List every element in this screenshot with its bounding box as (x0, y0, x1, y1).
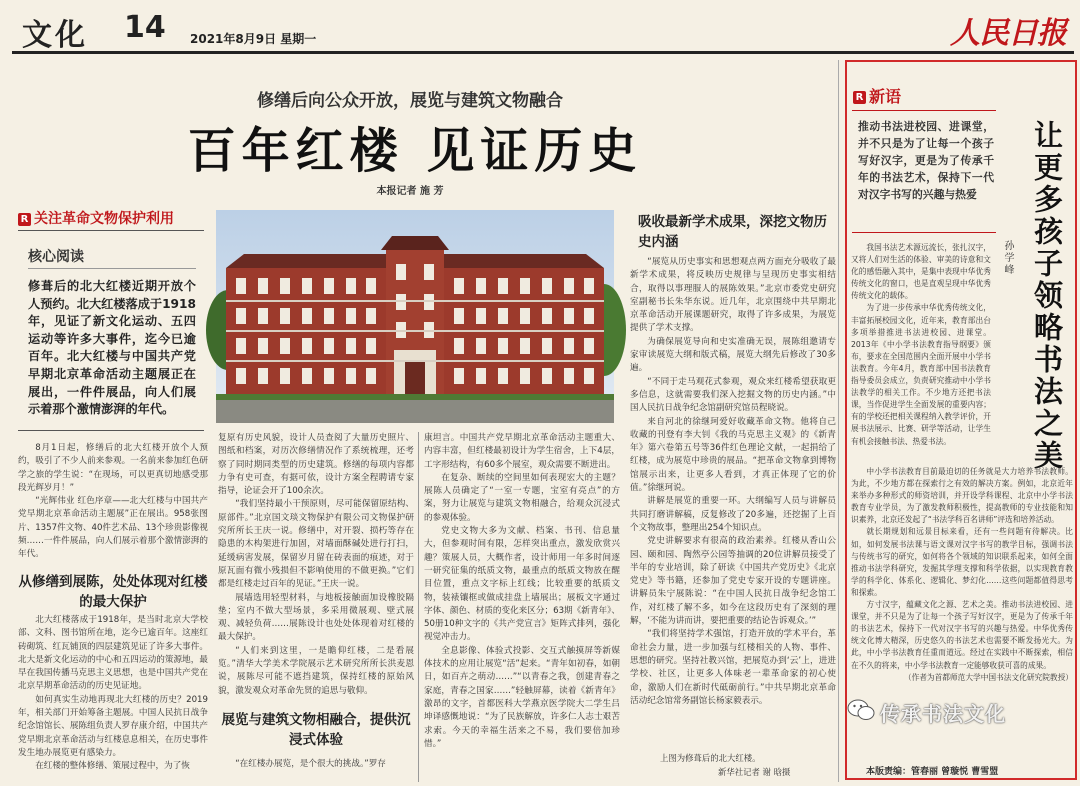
headline: 百年红楼 见证历史 (187, 123, 643, 179)
paragraph: “不同于走马观花式参观，观众来红楼希望获取更多信息，这就需要我们深入挖掘文物的历史内涵。”中国人民抗日战争纪念馆副研究馆员程晓说。 (630, 376, 836, 414)
photo-credit: 新华社记者 谢 晗摄 (718, 767, 791, 777)
core-reading-label: 核心阅读 (28, 249, 84, 265)
paragraph: （作者为首都师范大学中国书法文化研究院教授） (903, 672, 1073, 682)
paragraph: 就长期规划和远景目标来看，还有一些问题有待解决。比如，如何发展书法课与语文课对汉字书写的教学目标，强调书法与传统书写的研究，如何将各个领域的知识联系起来，如何全面推动书法学科研究，发掘其学理支撑和科学依据，以实现教育教学的科学化、体系化、逻辑化、梦幻化……这些问题都值得思考和探索。 (851, 527, 1073, 597)
middle-body-3 (424, 432, 620, 782)
paragraph: 在复杂、断续的空间里如何表现宏大的主题？展陈人员确定了“一室一专题，宝室有亮点”的方案，努力让展览与建筑文物相融合，给观众沉浸式的参观体验。 (424, 472, 620, 523)
section-name: 文化 (22, 18, 88, 53)
watermark-text: 传承书法文化 (880, 702, 1006, 726)
commentary-label-text: 新语 (869, 87, 902, 106)
paragraph: “展览从历史事实和思想观点两方面充分吸收了最新学术成果，将反映历史规律与呈现历史事实相结合，取得以事理服人的展陈效果。”北京市委党史研究室副秘书长朱华东说。近几年，北京围绕中共早期北京革命活动开展课题研究，取得了许多成果，为展览提供了学术支撑。 (630, 257, 836, 334)
subhead-3: 吸收最新学术成果，深挖文物历史内涵 (638, 214, 827, 250)
red-building-illustration (216, 210, 614, 423)
newspaper-logo: 人民日报 (950, 16, 1066, 51)
red-building-photo (216, 210, 614, 423)
left-body-2 (18, 614, 208, 782)
r-logo-icon: R (853, 91, 866, 104)
paragraph: 讲解是展览的重要一环。大纲编写人员与讲解员共同打磨讲解稿，反复修改了20多遍，还挖掘了上百个文物故事，整理出254个知识点。 (630, 496, 836, 533)
commentary-body-1 (851, 242, 991, 448)
right-body (630, 256, 836, 746)
paragraph: 展墙选用轻型材料，与地板接触面加设橡胶隔垫；室内不做大型场景，多采用微展观、壁式展观、减轻负荷……展陈设计也处处体现着对红楼的最大保护。 (218, 592, 414, 643)
paragraph: 党史讲解要求有很高的政治素养。红楼从香山公园、颐和园、陶然亭公园等抽调的20位讲解员接受了半年的专业培训，除了研读《中国共产党历史》《北京党史》等书籍，还参加了党史专家开设的专题讲座。讲解员朱宁展陈说：“在中国人民抗日战争纪念馆工作，对红楼了解不多，如今在这段历史有了深刻的理解，‘不能为讲而讲，要把重要的结论告诉观众。’” (630, 536, 836, 627)
subhead-2: 展览与建筑文物相融合，提供沉浸式体验 (221, 712, 411, 748)
core-reading-rule (28, 268, 196, 269)
paragraph: “我们将坚持学术强馆，打造开放的学术平台，革命社会力量，进一步加强与红楼相关的人物、事件、思想的研究。坚持社教兴馆，把展览办到‘云’上，进进学校、社区，让更多人体味老一辈革命家的初心使命，激励人们在新时代砥砺前行。”中共早期北京革命活动纪念馆常务副馆长杨家毅表示。 (630, 629, 836, 706)
commentary-lead-rule (852, 232, 996, 233)
paragraph: 复原有历史风貌，设计人员查阅了大量历史照片、图纸和档案，对历次修缮情况作了系统梳理，还考察了同时期同类型的历史建筑。修缮的每项内容都力争有史可查，有据可依，设计方案全程聘请专家指导，论证会开了100余次。 (218, 433, 414, 497)
core-reading-text: 修葺后的北大红楼近期开放个人预约。北大红楼落成于1918年，见证了新文化运动、五四运动等许多大事件，迄今已逾百年。北大红楼与中国共产党早期北京革命活动主题展正在展出，一件件展品，向人们展示着那个激情澎湃的年代。 (28, 279, 196, 417)
left-body-1 (18, 442, 208, 560)
column-separator (418, 432, 419, 782)
sidebar-separator (838, 60, 839, 782)
commentary-label (853, 84, 901, 107)
paragraph: 全息影像、体验式投影、交互式触摸屏等新媒体技术的应用让展览“活”起来。“青年如初春，如朝日，如百卉之萌动……”“以青春之我，创建青春之家庭，青春之国家……”轻触屏幕，读着《新青年》激昂的文字，首都医科大学燕京医学院大二学生吕坤译感慨地说：“为了民族解放，许多仁人志士艰苦求索。今天的幸福生活来之不易，我们要倍加珍惜。” (424, 645, 620, 749)
headline-kicker: 修缮后向公众开放，展览与建筑文物融合 (257, 91, 563, 111)
masthead (12, 8, 1074, 54)
r-logo-icon: R (18, 213, 31, 226)
commentary-author: 孙学峰 (1002, 240, 1013, 276)
paragraph: 8月1日起，修缮后的北大红楼开放个人预约，吸引了不少人前来参观。一名前来参加红色研学之旅的学生说：“在现场，可以更真切地感受那段光辉岁月！” (18, 443, 208, 493)
paragraph: 党史文物大多为文献、档案、书刊、信息量大，但参观时间有限，怎样突出重点，激发欣赏兴趣？策展人员，大概作者，设计师用一年多时间逐一研究征集的纸质文物，最重点的纸质文物放在醒目位置，重点文字标上红线；比较重要的纸质文物，装裱镶框或做成挂盘上墙展出；展板文字通过字体、颜色、材质的变化来区分；63期《新青年》、50册10种文字的《共产党宣言》矩阵式排列，强化视觉冲击力。 (424, 526, 620, 643)
commentary-lead: 推动书法进校园、进课堂，并不只是为了让每一个孩子写好汉字，更是为了传承千年的书法艺术，保持下一代对汉字书写的兴趣与热爱 (858, 120, 994, 201)
photo-caption: 上图为修葺后的北大红楼。 (660, 753, 761, 763)
wechat-icon (846, 698, 876, 722)
paragraph: 为确保展览导向和史实准确无误，展陈组邀请专家审读展览大纲和版式稿，展览大纲先后修改了30多遍。 (630, 336, 836, 374)
paragraph: 中小学书法教育目前最迫切的任务就是大力培养书法教师。为此，不少地方都在探索行之有效的解决方案。例如，北京近年来举办多种形式的师资培训，并开设学科课程、北京中小学书法教育专业学员，为了激发教师积极性，提高教师的专业技能和知识素养，北京还发起了“书法学科百名讲师”评选和培养活动。 (851, 467, 1073, 525)
paragraph: 我国书法艺术源远流长，张扎汉字，又将人们对生活的体验、审美的诗意和文化的感悟融入其中，是集中表现中华优秀传统文化的窗口，也是直观呈现中华优秀传统文化的载体。 (851, 243, 991, 301)
paragraph: “我们坚持最小干预原则，尽可能保留原结构、原部件。”北京国文琰文物保护有限公司文物保护研究所所长王庆一说。修缮中，对开裂、损朽等存在隐患的木构架进行加固，对墙面酥碱处进行打扫，延缓病害发展，保留岁月留在砖表面的痕迹，对于原瓦面有微小残损但不影响使用的不做更换。”它们都是红楼走过百年的见证。”王庆一说。 (218, 499, 414, 590)
paragraph: 北大红楼落成于1918年，是当时北京大学校部、文科、图书馆所在地，迄今已逾百年。这座红砖砌筑、红瓦铺顶的四层建筑见证了许多大事件。北大是新文化运动的中心和五四运动的策源地，最早在我国传播马克思主义思想，也是中国共产党在北京早期革命活动的历史见证地。 (18, 615, 208, 692)
column-title (18, 208, 174, 228)
commentary-title: 让更多孩子领略书法之美 (1030, 120, 1064, 472)
paragraph: 来自河北的徐继珂爱好收藏革命文物。他将自己收藏的刊登有李大钊《我的马克思主义观》的《新青年》第六卷第五号等36件红色理论文献，一起捐给了红楼，成为展览中珍贵的展品。“把革命文物拿到博物馆展示出来，让更多人看到，才真正体现了它的价值。”徐继珂说。 (630, 416, 836, 494)
paragraph: 在红楼的整体修缮、策展过程中，为了恢 (35, 761, 190, 772)
column-rule (18, 230, 204, 231)
issue-date: 2021年8月9日 星期一 (190, 32, 317, 46)
column-title-text: 关注革命文物保护利用 (34, 211, 174, 227)
paragraph: “人们来到这里，一是瞻仰红楼，二是看展览。”清华大学美术学院展示艺术研究所所长洪麦恩说，展陈尽可能不遮挡建筑，保持红楼的原始风貌，激发观众对革命先贤的追思与敬仰。 (218, 645, 414, 696)
paragraph: 康坦言。中国共产党早期北京革命活动主题重大、内容丰富，但红楼最初设计为学生宿舍，上下4层，工字形结构，有60多个展室，观众需要不断进出。 (424, 433, 620, 470)
middle-body-2 (218, 758, 414, 784)
middle-body-1 (218, 432, 414, 696)
paragraph: “光辉伟业 红色序章——北大红楼与中国共产党早期北京革命活动主题展”正在展出。958张图片、1357件文物、40件艺术品、13个珍贵影像视频……一件件展品，向人们展示着那个激情澎湃的年代。 (18, 496, 208, 560)
paragraph: “在红楼办展览，是个很大的挑战。”罗存 (235, 759, 386, 769)
page-editors: 本版责编：管春丽 曾璇悦 曹雪盟 (866, 767, 999, 777)
subhead-1: 从修缮到展陈，处处体现对红楼的最大保护 (18, 574, 208, 610)
paragraph: 如何真实生动地再现北大红楼的历史？2019年，相关部门开始筹备主题展。中国人民抗日战争纪念馆馆长、展陈组负责人罗存康介绍，中国共产党早期北京革命活动与红楼息息相关，在历史事件发生地办展览更有感染力。 (18, 694, 208, 758)
paragraph: 方寸汉字，蕴藏文化之源、艺术之美。推动书法进校园、进课堂，并不只是为了让每一个孩子写好汉字，更是为了传承千年的书法艺术，保持下一代对汉字书写的兴趣与热爱。中华优秀传统文化博大精深，历史悠久的书法艺术也需要不断发扬光大。为此，中小学书法教育任重而道远。经过在实践中不断探索，相信在不久的将来，中小学书法教育一定能够收获可喜的成果。 (851, 600, 1073, 670)
commentary-rule (852, 110, 996, 111)
lead-bottom-rule (18, 430, 204, 431)
paragraph: 为了进一步传承中华优秀传统文化，丰富拓展校园文化，近年来，教育部出台多项举措推进书法进校园、进课堂。2013年《中小学书法教育指导纲要》颁布，要求在全国范围内全面开展中小学书法教育。今年4月，教育部中国书法教育指导委员会成立，负责研究推动中小学书法教学的相关工作。不少地方还把书法课，当作促进学生全面发展的重要内容；有的学校还把相关课程纳入教学评价，开展书法展示、比赛、研学等活动，让学生有机会接触书法、热爱书法。 (851, 303, 991, 446)
byline: 本报记者 施 芳 (376, 186, 444, 197)
page-number: 14 (124, 10, 166, 45)
